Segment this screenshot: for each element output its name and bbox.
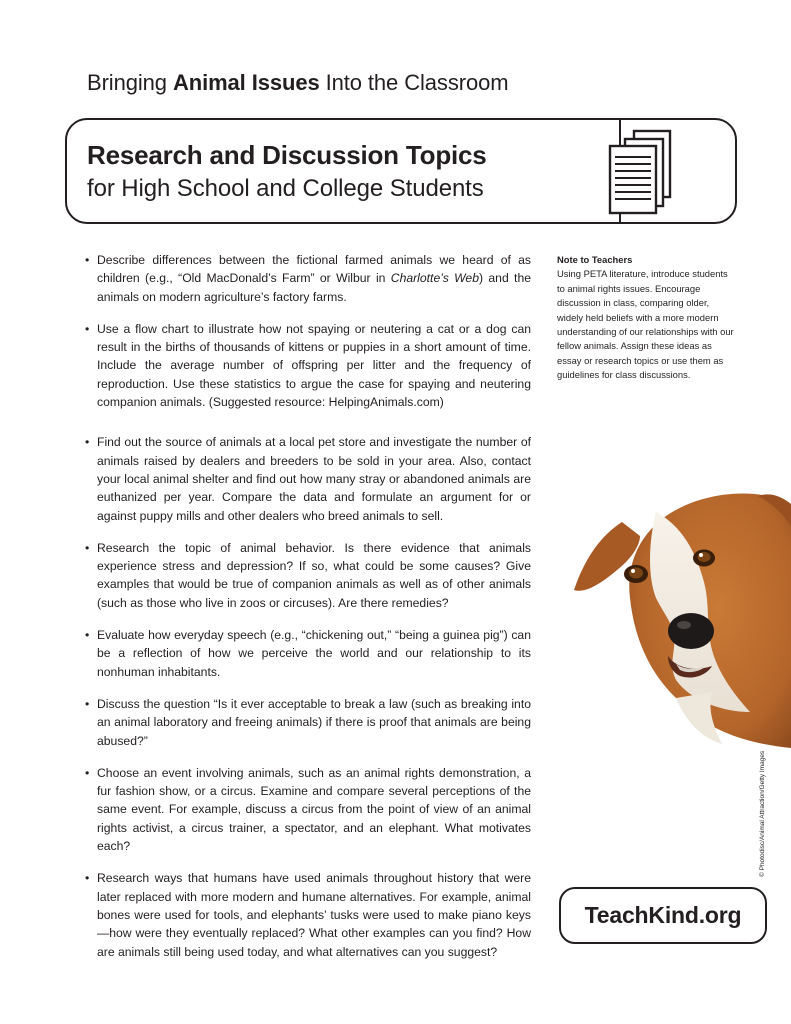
- kicker-emphasis: Animal Issues: [172, 70, 320, 95]
- topic-item: • Choose an event involving animals, such as an animal rights demonstration, a fur fashion show, or a circus. Examine and compare several perceptions of the same event. For example, discuss a circus from the point of view of an animal rights activist, a circus trainer, a spectator, and an elephant. What motivates each?: [85, 764, 531, 855]
- topic-item: • Evaluate how everyday speech (e.g., “chickening out,” “being a guinea pig”) can be a reflection of how we perceive the world and our relationship to its nonhuman inhabitants.: [85, 626, 531, 681]
- document-stack-icon: [604, 128, 684, 218]
- page-title: Research and Discussion Topics: [87, 140, 487, 170]
- book-title: Charlotte’s Web: [390, 271, 479, 286]
- topic-item: • Research the topic of animal behavior. Is there evidence that animals experience stress and depression? If so, what could be some causes? Give examples that would be true of companion animals as well as of other animals (such as those who live in zoos or circuses). Are there remedies?: [85, 539, 531, 612]
- topic-item: • Use a flow chart to illustrate how not spaying or neutering a cat or a dog can result in the births of thousands of kittens or puppies in a short amount of time. Include the average number of offspring per litter and the frequency of reproduction. Use these statistics to argue the case for spaying and neutering companion animals. (Suggested resource: HelpingAnimals.com): [85, 320, 531, 411]
- page-kicker: [87, 70, 508, 96]
- topic-item: • Discuss the question “Is it ever acceptable to break a law (such as breaking into an animal laboratory and freeing animals) if there is proof that animals are being abused?”: [85, 695, 531, 750]
- teacher-note-title: Note to Teachers: [557, 254, 633, 265]
- dog-photo: [526, 486, 791, 751]
- kicker-suffix: Into the Classroom: [319, 70, 509, 95]
- topic-item: • Find out the source of animals at a local pet store and investigate the number of animals raised by dealers and breeders to be sold in your area. Also, contact your local animal shelter and find out how many stray or abandoned animals are euthanized per year. Compare the data and formulate an argument for or against puppy mills and other dealers who breed animals to sell.: [85, 433, 531, 524]
- topic-item: • Describe differences between the fictional farmed animals we heard of as children (e.g., “Old MacDonald’s Farm” or Wilbur in Charlotte’s Web) and the animals on modern agriculture’s factory farms.: [85, 251, 531, 306]
- site-badge[interactable]: [559, 887, 767, 944]
- photo-credit: © Photodisc/Animal Attraction/Getty Images: [759, 750, 766, 877]
- kicker-prefix: Bringing: [87, 70, 173, 95]
- page-subtitle: for High School and College Students: [87, 175, 484, 202]
- site-link[interactable]: TeachKind.org: [584, 902, 742, 928]
- teacher-note: [557, 253, 735, 383]
- teacher-note-body: Using PETA literature, introduce students to animal rights issues. Encourage discussion in class, comparing older, widely held beliefs with a more modern understanding of our relationships with our fellow animals. Assign these ideas as essay or research topics or use them as guidelines for class discussions.: [557, 268, 734, 381]
- topic-list: [85, 251, 531, 975]
- title-panel: [65, 118, 737, 224]
- topic-item: • Research ways that humans have used animals throughout history that were later replaced with more modern and humane alternatives. For example, animal bones were used for tools, and elephants’ tusks were used to make piano keys—how were they eventually replaced? What other examples can you find? How are animals still being used today, and what alternatives can you suggest?: [85, 869, 531, 960]
